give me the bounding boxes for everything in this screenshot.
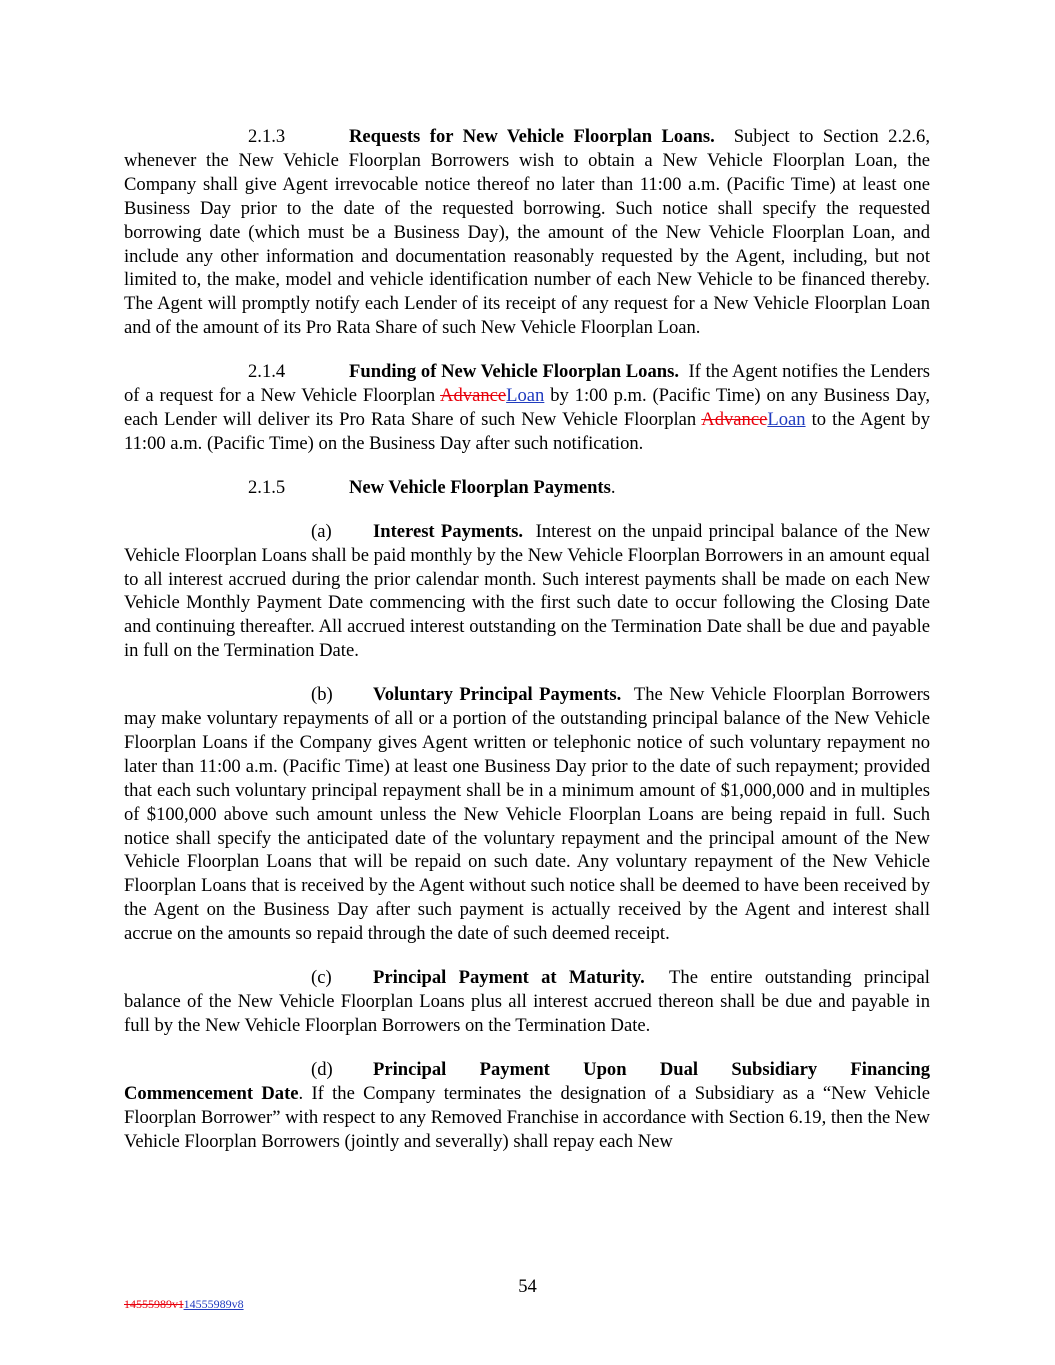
deleted-text: Advance — [701, 408, 768, 430]
subsection-text: The New Vehicle Floorplan Borrowers may make voluntary repayments of all or a portion of the outstanding principal balance of the New Vehicle Floorplan Loans if the Company gives Agent written or telephonic notice of such voluntary repayment no later than 11:00 a.m. (Pacific Time) at least one Business Day prior to the date of such repayment; provided that each such voluntary principal repayment shall be in a minimum amount of $1,000,000 and in multiples of $100,000 above such amount unless the New Vehicle Floorplan Loans are being repaid in full. Such notice shall specify the anticipated date of the voluntary repayment and the principal amount of the New Vehicle Floorplan Loans that will be repaid on such date. Any voluntary repayment of the New Vehicle Floorplan Loans that is received by the Agent without such notice shall be deemed to have been received by the Agent on the Business Day after such payment is actually received by the Agent and interest shall accrue on the amounts so repaid through the date of such deemed receipt. — [124, 684, 930, 945]
section-heading: Funding of New Vehicle Floorplan Loans. — [349, 361, 679, 383]
subsection-heading: Voluntary Principal Payments. — [373, 684, 622, 706]
section-text: Subject to Section 2.2.6, whenever the New Vehicle Floorplan Borrowers wish to obtain a New Vehicle Floorplan Loan, the Company shall give Agent irrevocable notice thereof no later than 11:00 a.m. (Pacific Time) at least one Business Day prior to the date of the requested borrowing. Such notice shall specify the requested borrowing date (which must be a Business Day), the amount of the New Vehicle Floorplan Loan, and include any other information and documentation reasonably requested by the Agent, including, but not limited to, the make, model and vehicle identification number of each New Vehicle to be financed thereby. The Agent will promptly notify each Lender of its receipt of any request for a New Vehicle Floorplan Loan and of the amount of its Pro Rata Share of such New Vehicle Floorplan Loan. — [124, 126, 931, 339]
heading-period: . — [610, 476, 616, 498]
subsection-heading: Principal Payment Upon Dual Subsidiary Financing — [373, 1058, 930, 1080]
page-number: 54 — [518, 1276, 537, 1297]
subsection-d-heading-line — [124, 1058, 930, 1082]
subsection-d — [124, 1058, 930, 1154]
subsection-heading-cont: Commencement Date — [124, 1082, 299, 1104]
section-number: 2.1.4 — [248, 361, 286, 383]
deleted-doc-id: 14555989v1 — [124, 1297, 184, 1311]
page-body — [124, 125, 930, 1153]
document-id — [124, 1297, 244, 1311]
section-heading: Requests for New Vehicle Floorplan Loans. — [349, 126, 715, 147]
subsection-label: (a) — [311, 520, 332, 542]
section-heading: New Vehicle Floorplan Payments — [349, 476, 611, 498]
section-text: to the Agent by 11:00 a.m. (Pacific Time) on the Business Day after such notification. — [124, 408, 930, 454]
subsection-text: Interest on the unpaid principal balance of the New Vehicle Floorplan Loans shall be paid monthly by the New Vehicle Floorplan Borrowers in an amount equal to all interest accrued during the prior calendar month. Such interest payments shall be made on each New Vehicle Monthly Payment Date commencing with the first such date to occur following the Closing Date and continuing thereafter. All accrued interest outstanding on the Termination Date shall be due and payable in full on the Termination Date. — [124, 520, 930, 662]
subsection-text: . If the Company terminates the designation of a Subsidiary as a “New Vehicle Floorplan Borrower” with respect to any Removed Franchise in accordance with Section 6.19, then the New Vehicle Floorplan Borrowers (jointly and severally) shall repay each New — [124, 1082, 931, 1152]
inserted-doc-id: 14555989v8 — [183, 1297, 244, 1311]
subsection-heading: Interest Payments. — [373, 520, 524, 542]
section-2-1-5 — [124, 476, 930, 500]
subsection-b — [124, 683, 930, 946]
subsection-c — [124, 966, 930, 1038]
inserted-text: Loan — [506, 385, 545, 407]
subsection-heading: Principal Payment at Maturity. — [373, 967, 645, 989]
subsection-d-body — [124, 1082, 930, 1154]
section-text: If the Agent notifies the Lenders of a request for a New Vehicle Floorplan — [124, 361, 931, 407]
section-2-1-4 — [124, 360, 930, 456]
deleted-text: Advance — [440, 385, 507, 407]
subsection-a — [124, 520, 930, 663]
inserted-text: Loan — [767, 408, 806, 430]
subsection-text: The entire outstanding principal balance of the New Vehicle Floorplan Loans plus all interest accrued thereon shall be due and payable in full by the New Vehicle Floorplan Borrowers on the Termination Date. — [124, 967, 930, 1036]
section-number: 2.1.5 — [248, 476, 286, 498]
section-2-1-3 — [124, 125, 930, 340]
subsection-label: (c) — [311, 967, 332, 989]
section-text: by 1:00 p.m. (Pacific Time) on any Business Day, each Lender will deliver its Pro Rata Share of such New Vehicle Floorplan — [124, 385, 930, 430]
subsection-label: (d) — [311, 1058, 333, 1080]
subsection-label: (b) — [311, 684, 333, 706]
section-number: 2.1.3 — [248, 126, 286, 147]
